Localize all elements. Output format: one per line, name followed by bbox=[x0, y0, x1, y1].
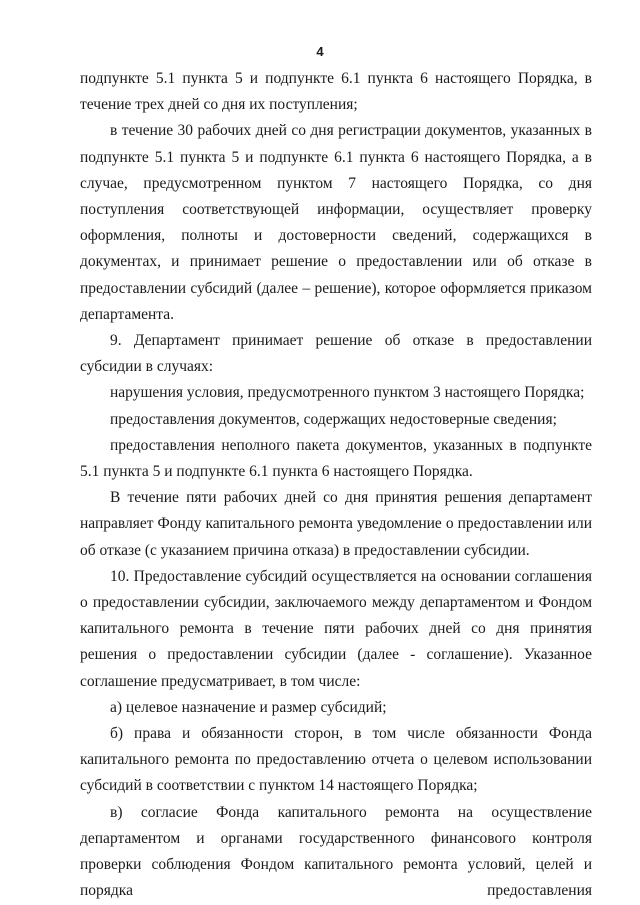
paragraph-review-period: в течение 30 рабочих дней со дня регистрации документов, указанных в подпункте 5.1 пункта 5 и подпункте 6.1 пункта 6 настоящего Порядка, а в случае, предусмотренном пунктом 7 настоящего Порядка, со дня поступления соответствующей информации, осуществляет проверку оформления, полноты и достоверности сведений, содержащихся в документах, и принимает решение о предоставлении или об отказе в предоставлении субсидий (далее – решение), которое оформляется приказом департамента. bbox=[80, 122, 592, 323]
paragraph-clause-10: 10. Предоставление субсидий осуществляется на основании соглашения о предоставлении субсидии, заключаемого между департаментом и Фондом капитального ремонта в течение пяти рабочих дней со дня принятия решения о предоставлении субсидии (далее - соглашение). Указанное соглашение предусматривает, в том числе: bbox=[80, 567, 592, 690]
page-number: 4 bbox=[316, 44, 324, 59]
paragraph-clause-9: 9. Департамент принимает решение об отказе в предоставлении субсидии в случаях: bbox=[80, 332, 592, 376]
paragraph-notification: В течение пяти рабочих дней со дня принятия решения департамент направляет Фонду капитального ремонта уведомление о предоставлении или об отказе (с указанием причина отказа) в предоставлении субсидии. bbox=[80, 489, 592, 559]
paragraph-item-c: в) согласие Фонда капитального ремонта на осуществление департаментом и органами государственного финансового контроля проверки соблюдения Фондом капитального ремонта условий, целей и порядка предоставления bbox=[80, 803, 592, 900]
paragraph-refusal-reason-2: предоставления документов, содержащих недостоверные сведения; bbox=[110, 410, 557, 428]
paragraph-refusal-reason-3: предоставления неполного пакета документов, указанных в подпункте 5.1 пункта 5 и подпункте 6.1 пункта 6 настоящего Порядка. bbox=[80, 436, 592, 481]
paragraph-refusal-reason-1: нарушения условия, предусмотренного пунктом 3 настоящего Порядка; bbox=[110, 384, 585, 402]
paragraph-item-a: а) целевое назначение и размер субсидий; bbox=[110, 698, 387, 716]
document-body bbox=[80, 66, 592, 905]
paragraph-item-b: б) права и обязанности сторон, в том числе обязанности Фонда капитального ремонта по предоставлению отчета о целевом использовании субсидий в соответствии с пунктом 14 настоящего Порядка; bbox=[80, 725, 592, 795]
paragraph-continuation: подпункте 5.1 пункта 5 и подпункте 6.1 пункта 6 настоящего Порядка, в течение трех дней со дня их поступления; bbox=[80, 70, 592, 114]
